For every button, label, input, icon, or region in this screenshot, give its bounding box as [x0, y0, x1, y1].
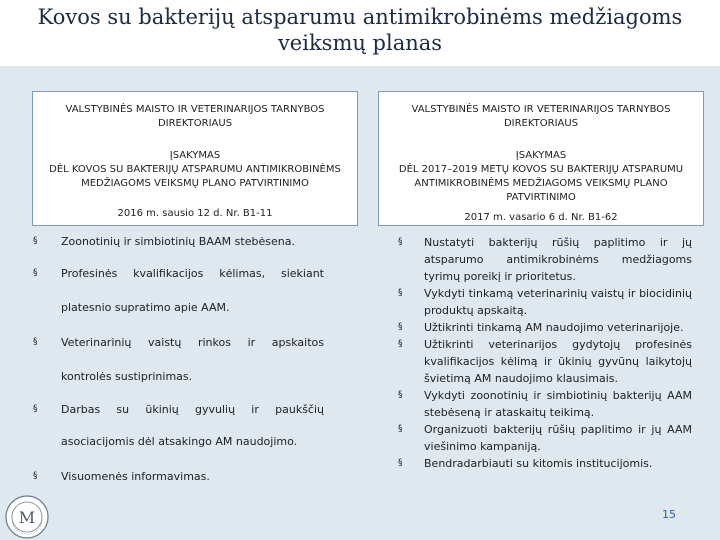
- doc-type: ĮSAKYMAS: [515, 150, 567, 161]
- bullet-icon: §: [398, 288, 403, 298]
- page-number: 15: [662, 508, 676, 521]
- bullet-icon: §: [33, 236, 38, 246]
- bullet-icon: §: [398, 424, 403, 434]
- list-item-text: Nustatyti bakterijų rūšių paplitimo ir jų atsparumo antimikrobinėms medžiagoms tyrimų poreikį ir prioritetus.: [424, 236, 692, 283]
- bullet-icon: §: [33, 404, 38, 414]
- doc-type: ĮSAKYMAS: [169, 150, 221, 161]
- list-item: [398, 319, 692, 336]
- subject-line2: ANTIMIKROBINĖMS MEDŽIAGOMS VEIKSMŲ PLANO: [414, 178, 668, 189]
- svg-text:M: M: [18, 508, 36, 527]
- issuer-line1: VALSTYBINĖS MAISTO IR VETERINARIJOS TARNYBOS: [411, 104, 671, 115]
- page-title: [0, 4, 720, 56]
- list-item: [398, 421, 692, 455]
- list-item: [398, 234, 692, 285]
- list-item-text-cont: asociacijomis dėl atsakingo AM naudojimo.: [61, 435, 298, 448]
- bullet-icon: §: [33, 268, 38, 278]
- bullet-icon: §: [398, 458, 403, 468]
- bullet-icon: §: [33, 471, 38, 481]
- decree-box-2016: [32, 91, 358, 226]
- list-item-text: Profesinės kvalifikacijos kėlimas, siekiant: [61, 267, 324, 280]
- list-item-text: Visuomenės informavimas.: [61, 470, 210, 483]
- list-item-text: Bendradarbiauti su kitomis institucijomis.: [424, 457, 653, 470]
- list-item-text: Užtikrinti tinkamą AM naudojimo veterinarijoje.: [424, 321, 684, 334]
- decree-date: 2017 m. vasario 6 d. Nr. B1-62: [464, 212, 618, 223]
- bullet-icon: §: [398, 237, 403, 247]
- list-item-text: Zoonotinių ir simbiotinių BAAM stebėsena.: [61, 235, 295, 248]
- subject-line1: DĖL KOVOS SU BAKTERIJŲ ATSPARUMU ANTIMIKROBINĖMS: [49, 164, 341, 175]
- subject-line2: MEDŽIAGOMS VEIKSMŲ PLANO PATVIRTINIMO: [81, 178, 309, 189]
- page-title-line1: Kovos su bakterijų atsparumu antimikrobinėms medžiagoms: [37, 5, 683, 29]
- page-title-line2: veiksmų planas: [277, 31, 443, 55]
- bullet-icon: §: [398, 322, 403, 332]
- list-item-text: Organizuoti bakterijų rūšių paplitimo ir jų AAM viešinimo kampaniją.: [424, 423, 692, 453]
- bullet-icon: §: [398, 390, 403, 400]
- vmvt-logo-seal-icon: [4, 494, 50, 540]
- list-item: [398, 285, 692, 319]
- list-item-text: Vykdyti tinkamą veterinarinių vaistų ir biocidinių produktų apskaitą.: [424, 287, 692, 317]
- bullet-icon: §: [33, 337, 38, 347]
- list-item-text-cont: platesnio supratimo apie AAM.: [61, 301, 230, 314]
- issuer-line1: VALSTYBINĖS MAISTO IR VETERINARIJOS TARNYBOS: [65, 104, 325, 115]
- decree-box-2017: [378, 91, 704, 226]
- right-action-list: [398, 234, 692, 472]
- list-item-text: Vykdyti zoonotinių ir simbiotinių bakterijų AAM stebėseną ir ataskaitų teikimą.: [424, 389, 692, 419]
- list-item: [398, 387, 692, 421]
- list-item-text: Užtikrinti veterinarijos gydytojų profesinės kvalifikacijos kėlimą ir ūkinių gyvūnų laikytojų švietimą AM naudojimo klausimais.: [424, 338, 692, 385]
- decree-date: 2016 m. sausio 12 d. Nr. B1-11: [117, 208, 273, 219]
- list-item: [398, 455, 692, 472]
- bullet-icon: §: [398, 339, 403, 349]
- list-item-text-cont: kontrolės sustiprinimas.: [61, 370, 193, 383]
- subject-line1: DĖL 2017–2019 METŲ KOVOS SU BAKTERIJŲ ATSPARUMU: [398, 164, 684, 175]
- issuer-line2: DIREKTORIAUS: [157, 118, 233, 129]
- issuer-line2: DIREKTORIAUS: [503, 118, 579, 129]
- list-item-text: Darbas su ūkinių gyvulių ir paukščių: [61, 403, 324, 416]
- subject-line3: PATVIRTINIMO: [506, 192, 576, 203]
- list-item-text: Veterinarinių vaistų rinkos ir apskaitos: [61, 336, 324, 349]
- list-item: [398, 336, 692, 387]
